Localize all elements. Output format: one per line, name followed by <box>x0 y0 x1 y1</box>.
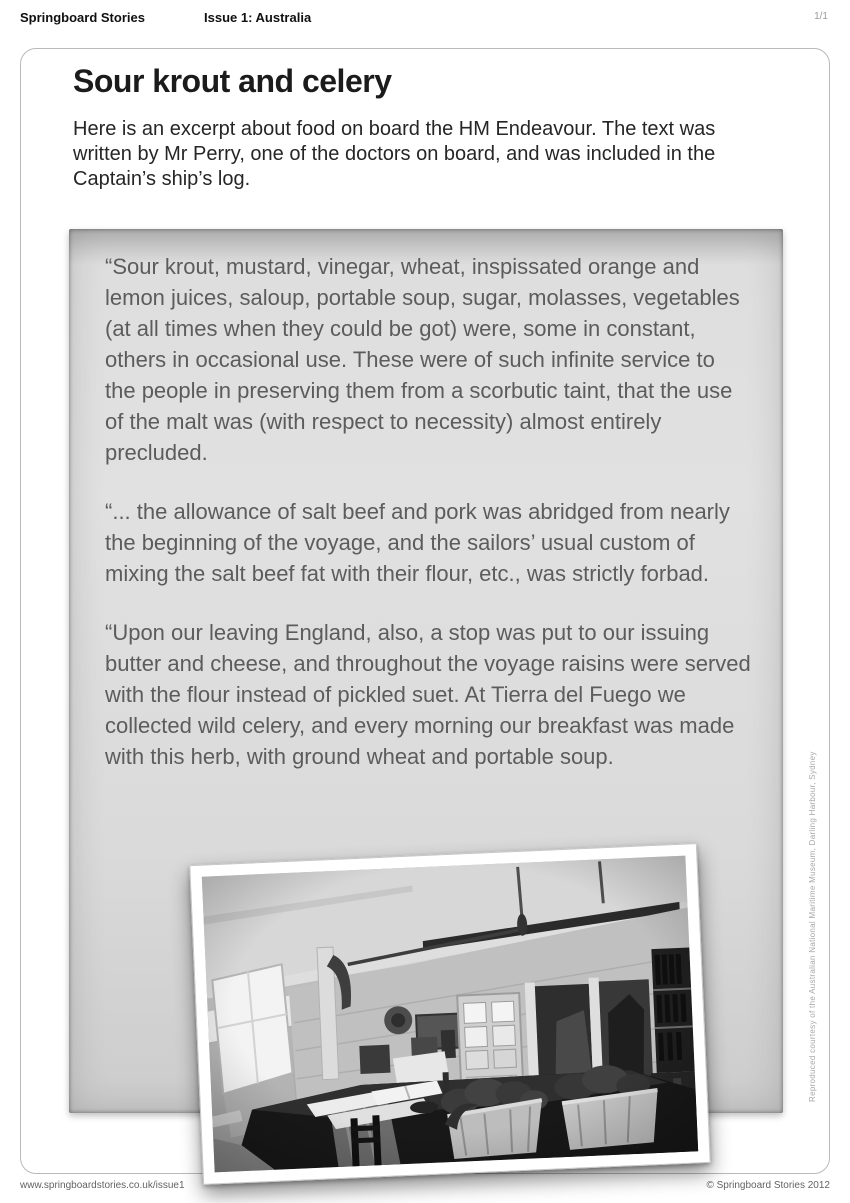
quote-paragraph: “Sour krout, mustard, vinegar, wheat, inspissated orange and lemon juices, saloup, portable soup, sugar, molasses, vegetables (at all times when they could be got) were, some in constant, others in occasional use. These were of such infinite service to the people in preserving them from a scorbutic taint, that the use of the malt was (with respect to necessity) almost entirely precluded. <box>105 254 740 465</box>
brand-title: Springboard Stories <box>20 10 145 25</box>
cabin-photo-illustration <box>202 856 698 1173</box>
endeavour-cabin-photo <box>189 843 710 1185</box>
excerpt-text <box>105 251 751 800</box>
page-footer <box>0 1178 850 1198</box>
quote-paragraph: “... the allowance of salt beef and pork was abridged from nearly the beginning of the voyage, and the sailors’ usual custom of mixing the salt beef fat with their flour, etc., was strictly forbad. <box>105 499 730 586</box>
intro-text: Here is an excerpt about food on board the HM Endeavour. The text was written by Mr Perry, one of the doctors on board, and was included in the Captain’s ship’s log. <box>73 118 716 190</box>
issue-title: Issue 1: Australia <box>204 10 312 25</box>
footer-copyright: © Springboard Stories 2012 <box>706 1180 830 1191</box>
photo-credit: Reproduced courtesy of the Australian National Maritime Museum, Darling Harbour, Sydney <box>808 751 817 1102</box>
quote-paragraph: “Upon our leaving England, also, a stop was put to our issuing butter and cheese, and throughout the voyage raisins were served with the flour instead of pickled suet. At Tierra del Fuego we collected wild celery, and every morning our breakfast was made with this herb, with ground wheat and portable soup. <box>105 620 751 769</box>
page-indicator: 1/1 <box>814 11 828 22</box>
page-title: Sour krout and celery <box>73 63 392 99</box>
page-header <box>0 0 850 40</box>
footer-url: www.springboardstories.co.uk/issue1 <box>20 1180 185 1191</box>
